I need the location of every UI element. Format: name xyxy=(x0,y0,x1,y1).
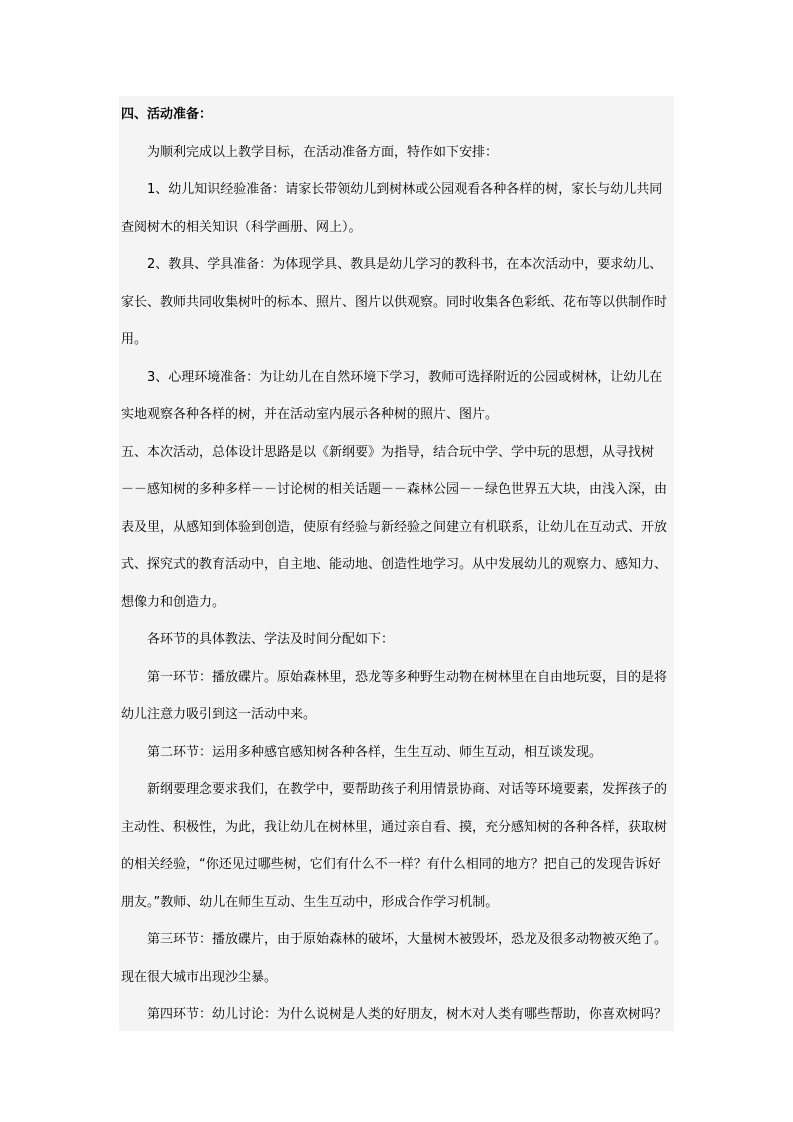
paragraph-line: 第四环节：幼儿讨论：为什么说树是人类的好朋友，树木对人类有哪些帮助，你喜欢树吗？ xyxy=(147,1007,668,1022)
paragraph-design-approach xyxy=(121,434,674,622)
text-block xyxy=(119,96,674,1031)
paragraph-line: 各环节的具体教法、学法及时间分配如下： xyxy=(147,632,395,647)
paragraph-line: 第一环节：播放碟片。原始森林里，恐龙等多种野生动物在树林里在自由地玩耍，目的是将 xyxy=(147,669,668,685)
paragraph-line: 第三环节：播放碟片，由于原始森林的破坏，大量树木被毁坏，恐龙及很多动物被灭绝了。 xyxy=(147,932,668,947)
section-heading xyxy=(121,96,674,134)
paragraph-environment-prep xyxy=(121,359,674,434)
paragraph-line: －－感知树的多种多样－－讨论树的相关话题－－森林公园－－绿色世界五大块，由浅入深，由 xyxy=(121,482,668,497)
paragraph-line: 用。 xyxy=(121,332,148,347)
paragraph-materials-prep xyxy=(121,246,674,359)
paragraph-line: 主动性、积极性，为此，我让幼儿在树林里，通过亲自看、摸，充分感知树的各种各样，获取树 xyxy=(121,819,668,835)
paragraph-line: 想像力和创造力。 xyxy=(121,594,226,610)
paragraph-intro xyxy=(121,134,674,172)
paragraph-steps-intro xyxy=(121,621,674,659)
paragraph-step-2 xyxy=(121,734,674,772)
paragraph-line: 为顺利完成以上教学目标，在活动准备方面，特作如下安排： xyxy=(147,144,499,160)
paragraph-line: 3、心理环境准备：为让幼儿在自然环境下学习，教师可选择附近的公园或树林，让幼儿在 xyxy=(147,369,663,385)
paragraph-line: 新纲要理念要求我们，在教学中，要帮助孩子利用情景协商、对话等环境要素，发挥孩子的 xyxy=(147,782,668,797)
paragraph-line: 查阅树木的相关知识（科学画册、网上）。 xyxy=(121,219,362,235)
paragraph-line: 的相关经验，“你还见过哪些树，它们有什么不一样？有什么相同的地方？把自己的发现告诉好 xyxy=(121,857,661,872)
paragraph-line: 现在很大城市出现沙尘暴。 xyxy=(121,969,278,985)
paragraph-step-3 xyxy=(121,921,674,996)
paragraph-new-guideline xyxy=(121,771,674,921)
paragraph-line: 实地观察各种各样的树，并在活动室内展示各种树的照片、图片。 xyxy=(121,407,499,422)
paragraph-line: 五、本次活动，总体设计思路是以《新纲要》为指导，结合玩中学、学中玩的思想，从寻找树 xyxy=(121,444,655,460)
paragraph-line: 家长、教师共同收集树叶的标本、照片、图片以供观察。同时收集各色彩纸、花布等以供制作时 xyxy=(121,294,668,310)
paragraph-line: 第二环节：运用多种感官感知树各种各样，生生互动、师生互动，相互谈发现。 xyxy=(147,744,603,760)
paragraph-step-1 xyxy=(121,659,674,734)
paragraph-line: 2、教具、学具准备：为体现学具、教具是幼儿学习的教科书，在本次活动中，要求幼儿、 xyxy=(147,257,663,272)
paragraph-line: 1、幼儿知识经验准备：请家长带领幼儿到树林或公园观看各种各样的树，家长与幼儿共同 xyxy=(147,182,663,197)
section-heading-text: 四、活动准备： xyxy=(121,107,213,122)
paragraph-step-4 xyxy=(121,996,674,1031)
paragraph-line: 式、探究式的教育活动中，自主地、能动地、创造性地学习。从中发展幼儿的观察力、感知力、 xyxy=(121,557,668,572)
document-content xyxy=(121,96,674,1031)
paragraph-line: 朋友。”教师、幼儿在师生互动、生生互动中，形成合作学习机制。 xyxy=(121,894,499,910)
paragraph-line: 幼儿注意力吸引到这一活动中来。 xyxy=(121,707,317,722)
paragraph-line: 表及里，从感知到体验到创造，使原有经验与新经验之间建立有机联系，让幼儿在互动式、开放 xyxy=(121,519,668,535)
paragraph-knowledge-prep xyxy=(121,171,674,246)
